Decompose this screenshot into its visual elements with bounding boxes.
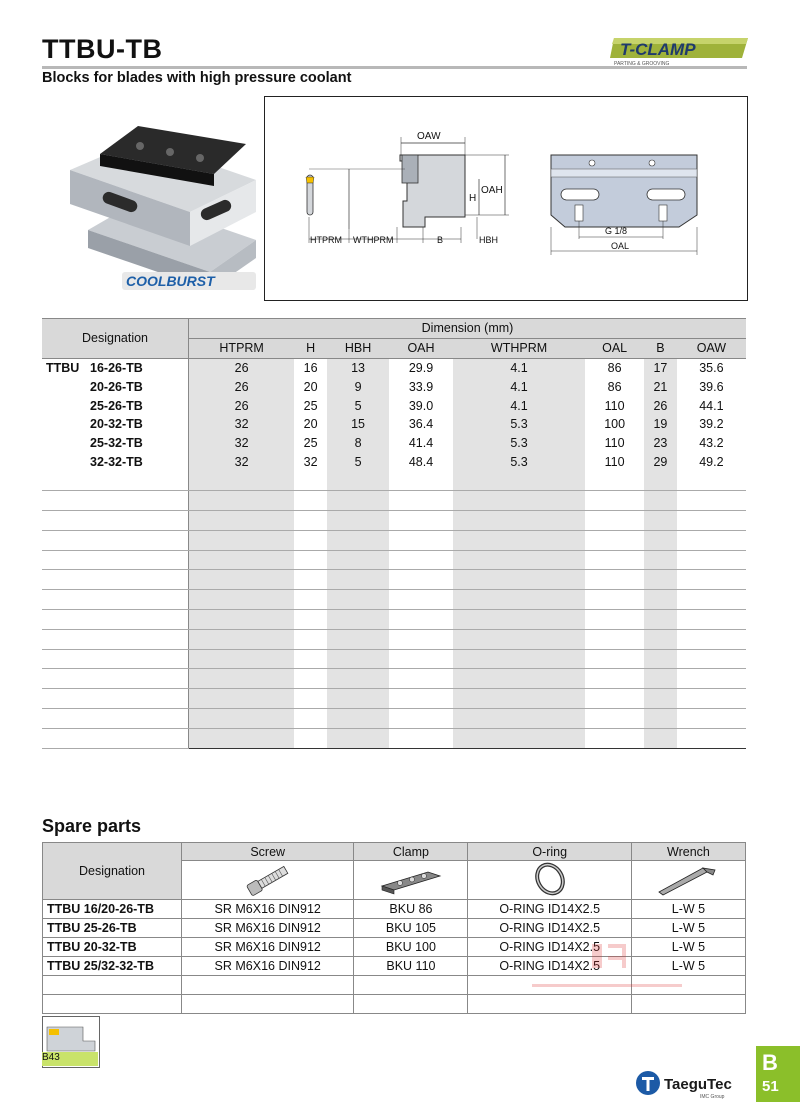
oring-header: O-ring (468, 843, 631, 861)
dimension-cell (389, 590, 453, 610)
dimension-cell (453, 471, 585, 490)
dimension-cell (453, 550, 585, 570)
dimension-cell (585, 728, 644, 748)
dimension-cell (389, 471, 453, 490)
table-row (42, 377, 746, 396)
dimension-cell (644, 471, 677, 490)
dimension-cell (294, 728, 327, 748)
table-row (42, 708, 746, 728)
dimension-cell: 9 (327, 377, 389, 396)
dimension-cell (294, 590, 327, 610)
dimension-cell: 33.9 (408, 379, 434, 394)
dim-col-header: OAL (585, 338, 644, 358)
dimension-cell: 16 (303, 360, 318, 375)
dimension-cell (677, 728, 746, 748)
dim-col-header: OAH (389, 338, 453, 358)
dimension-cell (327, 609, 389, 629)
dimension-cell (189, 728, 295, 748)
table-row (42, 570, 746, 590)
spare-wrench-cell: L-W 5 (631, 957, 745, 976)
dimension-cell (453, 570, 585, 590)
dimension-cell (644, 570, 677, 590)
table-row (42, 358, 746, 377)
dimension-cell (453, 530, 585, 550)
dimension-cell (389, 649, 453, 669)
dimension-cell (585, 471, 644, 490)
dimension-cell (644, 590, 677, 610)
dimension-cell: 26 (189, 377, 295, 396)
dimension-cell (189, 689, 295, 709)
designation-cell (42, 434, 189, 453)
dimension-cell: 49.2 (699, 454, 724, 469)
dimension-cell (585, 550, 644, 570)
spare-designation-cell (43, 976, 182, 995)
dimension-cell (294, 530, 327, 550)
dimension-cell: 86 (607, 360, 622, 375)
table-row (42, 629, 746, 649)
table-row (42, 396, 746, 415)
taegutec-logo (634, 1068, 750, 1100)
table-row (42, 530, 746, 550)
dimension-cell (389, 708, 453, 728)
dimension-cell (189, 649, 295, 669)
spare-designation-cell: TTBU 25/32-32-TB (43, 957, 182, 976)
dimension-cell (644, 530, 677, 550)
spare-clamp-cell: BKU 100 (354, 938, 468, 957)
dimension-cell: 13 (327, 358, 389, 377)
dimension-cell (453, 590, 585, 610)
dimension-cell (677, 649, 746, 669)
designation-cell (42, 453, 189, 472)
dimension-cell (644, 708, 677, 728)
clamp-image (354, 861, 468, 900)
dimension-cell (189, 550, 295, 570)
dimension-cell (389, 689, 453, 709)
oring-image (468, 861, 631, 900)
screw-icon (238, 862, 298, 896)
dimension-cell: 32 (303, 454, 318, 469)
dimension-cell: 39.0 (408, 398, 434, 413)
dimension-cell (585, 570, 644, 590)
dimension-cell (677, 629, 746, 649)
coolburst-logo (122, 272, 256, 290)
table-row (42, 415, 746, 434)
dimension-cell (389, 491, 453, 511)
dimension-cell (644, 609, 677, 629)
spare-oring-cell: O-RING ID14X2.5 (468, 938, 631, 957)
dimension-cell (189, 530, 295, 550)
dimension-cell: 43.2 (699, 436, 724, 451)
spare-designation-cell: TTBU 16/20-26-TB (43, 900, 182, 919)
designation-cell (42, 510, 189, 530)
dimension-cell: 15 (327, 415, 389, 434)
dimension-cell (677, 530, 746, 550)
dimension-cell: 26 (644, 396, 677, 415)
table-row (42, 510, 746, 530)
dimension-cell (677, 689, 746, 709)
dimension-cell: 86 (607, 379, 622, 394)
spare-designation-header: Designation (43, 843, 182, 900)
spare-clamp-cell (354, 976, 468, 995)
designation-cell (42, 590, 189, 610)
clamp-icon (376, 862, 446, 896)
spare-oring-cell: O-RING ID14X2.5 (468, 957, 631, 976)
oaw-label: OAW (417, 131, 441, 142)
dimension-cell (389, 510, 453, 530)
spare-screw-cell: SR M6X16 DIN912 (182, 900, 354, 919)
dimension-cell (585, 530, 644, 550)
spare-wrench-cell: L-W 5 (631, 919, 745, 938)
dimension-cell: 36.4 (408, 417, 434, 432)
page-subtitle: Blocks for blades with high pressure coolant (42, 70, 352, 86)
spare-oring-cell: O-RING ID14X2.5 (468, 919, 631, 938)
dimension-cell (677, 491, 746, 511)
spare-designation-cell (43, 995, 182, 1014)
product-photo (60, 100, 260, 300)
company-name: TaeguTec (664, 1076, 732, 1093)
table-row (42, 434, 746, 453)
section-letter: B (762, 1050, 778, 1075)
designation-code: 25-26-TB (90, 398, 143, 413)
dimension-cell (327, 491, 389, 511)
dimension-cell (453, 708, 585, 728)
dimension-cell (327, 510, 389, 530)
screw-image (182, 861, 354, 900)
wthprm-label: WTHPRM (353, 235, 394, 245)
designation-code: 16-26-TB (90, 360, 143, 375)
clamp-header: Clamp (354, 843, 468, 861)
designation-cell (42, 708, 189, 728)
title-rule (42, 66, 747, 69)
dimension-drawing (265, 97, 747, 300)
spare-screw-cell (182, 976, 354, 995)
designation-cell (42, 689, 189, 709)
dimension-cell: 48.4 (408, 454, 434, 469)
page-title: TTBU-TB (42, 34, 163, 64)
dimension-cell: 41.4 (408, 436, 434, 451)
screw-header: Screw (182, 843, 354, 861)
spare-designation-cell: TTBU 20-32-TB (43, 938, 182, 957)
designation-prefix: TTBU (46, 360, 80, 375)
dimension-cell (327, 550, 389, 570)
table-row (42, 453, 746, 472)
table-row (42, 471, 746, 490)
dimension-cell: 5.3 (453, 453, 585, 472)
page-badge (756, 1046, 800, 1102)
dim-col-header: OAW (677, 338, 746, 358)
dimension-cell (677, 550, 746, 570)
dimension-cell (327, 590, 389, 610)
designation-code: 20-32-TB (90, 417, 143, 432)
dimension-cell (294, 629, 327, 649)
dimension-cell (453, 510, 585, 530)
designation-header: Designation (42, 319, 189, 359)
dimension-cell (677, 471, 746, 490)
designation-cell (42, 377, 189, 396)
dimension-cell (327, 649, 389, 669)
dimension-cell (389, 570, 453, 590)
dimension-cell (453, 609, 585, 629)
designation-cell (42, 570, 189, 590)
wrench-header: Wrench (631, 843, 745, 861)
b-label: B (437, 235, 444, 245)
designation-code: 32-32-TB (90, 454, 143, 469)
dimension-cell (644, 649, 677, 669)
dimension-cell: 25 (303, 398, 318, 413)
dimension-cell (585, 689, 644, 709)
dimension-cell (294, 609, 327, 629)
dimension-cell (189, 708, 295, 728)
spare-clamp-cell: BKU 105 (354, 919, 468, 938)
dimension-cell (327, 689, 389, 709)
reference-thumbnail-icon (43, 1017, 99, 1053)
dimension-cell (644, 550, 677, 570)
table-row (42, 728, 746, 748)
dimension-cell: 25 (303, 436, 318, 451)
t-clamp-logo (610, 34, 750, 66)
dimension-cell: 29 (644, 453, 677, 472)
h-label: H (469, 193, 477, 204)
dimension-cell: 21 (644, 377, 677, 396)
dimension-cell: 29.9 (408, 360, 434, 375)
dimension-cell: 100 (604, 417, 626, 432)
watermark (532, 940, 682, 1002)
dimension-cell (644, 510, 677, 530)
dimension-cell (644, 728, 677, 748)
dimension-cell (327, 629, 389, 649)
dimension-cell: 110 (604, 436, 625, 451)
spare-clamp-cell (354, 995, 468, 1014)
dimension-cell (294, 570, 327, 590)
table-row (42, 649, 746, 669)
dimension-cell: 20 (303, 379, 318, 394)
o-ring-icon (520, 862, 580, 896)
dimension-cell (585, 510, 644, 530)
dimension-cell (327, 669, 389, 689)
dimension-cell (327, 471, 389, 490)
dimension-cell (189, 669, 295, 689)
dimension-cell (189, 510, 295, 530)
designation-code: 25-32-TB (90, 436, 143, 451)
dimension-cell (677, 570, 746, 590)
spare-clamp-cell: BKU 110 (354, 957, 468, 976)
dimension-cell (294, 510, 327, 530)
page-number: 51 (762, 1078, 779, 1095)
dimension-cell (644, 689, 677, 709)
dimension-cell (585, 590, 644, 610)
dimension-cell (294, 471, 327, 490)
dimension-cell (189, 590, 295, 610)
coolburst-logo-text: COOLBURST (126, 273, 215, 289)
dimension-cell (294, 689, 327, 709)
designation-cell (42, 491, 189, 511)
dimension-cell (327, 530, 389, 550)
designation-cell (42, 629, 189, 649)
table-row (42, 491, 746, 511)
spare-screw-cell: SR M6X16 DIN912 (182, 938, 354, 957)
designation-cell (42, 669, 189, 689)
dimension-cell (585, 649, 644, 669)
dimension-cell (389, 530, 453, 550)
dim-col-header: WTHPRM (453, 338, 585, 358)
dimension-group-header: Dimension (mm) (189, 319, 747, 339)
htprm-label: HTPRM (310, 235, 342, 245)
dimension-cell: 39.2 (699, 417, 724, 432)
designation-cell (42, 396, 189, 415)
dimension-cell: 32 (189, 415, 295, 434)
hex-wrench-icon (653, 862, 723, 896)
dimension-cell: 39.6 (699, 379, 724, 394)
t-clamp-logo-text: T-CLAMP (620, 40, 696, 59)
dimension-cell: 5 (327, 396, 389, 415)
dimension-cell (585, 491, 644, 511)
dimension-cell (189, 471, 295, 490)
oah-label: OAH (481, 185, 503, 196)
dimension-cell (453, 649, 585, 669)
wrench-image (631, 861, 745, 900)
spare-clamp-cell: BKU 86 (354, 900, 468, 919)
designation-cell (42, 649, 189, 669)
dimension-cell (585, 629, 644, 649)
technical-drawing (264, 96, 748, 301)
spare-oring-cell: O-RING ID14X2.5 (468, 900, 631, 919)
designation-cell (42, 530, 189, 550)
spare-screw-cell: SR M6X16 DIN912 (182, 919, 354, 938)
designation-cell (42, 550, 189, 570)
dimension-cell (585, 669, 644, 689)
spare-row (43, 919, 746, 938)
dimension-cell (327, 708, 389, 728)
designation-cell (42, 728, 189, 748)
table-row (42, 689, 746, 709)
dim-col-header: HTPRM (189, 338, 295, 358)
dimension-cell (453, 629, 585, 649)
dimension-cell: 110 (604, 454, 625, 469)
dimension-cell (453, 669, 585, 689)
dimension-cell (644, 669, 677, 689)
dimension-cell: 8 (327, 434, 389, 453)
dimension-cell (644, 491, 677, 511)
dimension-cell (677, 669, 746, 689)
dimension-cell: 23 (644, 434, 677, 453)
dimension-cell (453, 689, 585, 709)
company-sub: IMC Group (700, 1094, 725, 1100)
designation-code: 20-26-TB (90, 379, 143, 394)
dimension-cell (189, 609, 295, 629)
dimension-cell: 5 (327, 453, 389, 472)
dimension-cell: 32 (189, 453, 295, 472)
dimension-cell: 5.3 (453, 415, 585, 434)
dimension-cell (189, 570, 295, 590)
designation-cell (42, 609, 189, 629)
dimension-cell (389, 629, 453, 649)
dimension-cell: 19 (644, 415, 677, 434)
dimension-cell (389, 550, 453, 570)
dimension-cell: 44.1 (699, 398, 724, 413)
dimension-cell: 5.3 (453, 434, 585, 453)
dimension-cell (677, 609, 746, 629)
dimension-cell (453, 491, 585, 511)
dimension-cell: 110 (604, 398, 625, 413)
dimension-cell: 4.1 (453, 377, 585, 396)
dim-col-header: HBH (327, 338, 389, 358)
dimension-cell (644, 629, 677, 649)
spare-wrench-cell: L-W 5 (631, 900, 745, 919)
hbh-label: HBH (479, 235, 499, 245)
dimension-cell: 4.1 (453, 396, 585, 415)
dimension-cell: 26 (189, 358, 295, 377)
dimension-cell (294, 649, 327, 669)
dimension-cell (389, 669, 453, 689)
t-clamp-logo-subtext: PARTING & GROOVING (614, 61, 670, 66)
dimension-cell (677, 590, 746, 610)
dimension-cell: 26 (189, 396, 295, 415)
spare-parts-title: Spare parts (42, 816, 142, 836)
table-row (42, 669, 746, 689)
dimension-cell: 35.6 (699, 360, 724, 375)
g-label: G 1/8 (605, 226, 628, 236)
spare-designation-cell: TTBU 25-26-TB (43, 919, 182, 938)
dimension-cell: 32 (189, 434, 295, 453)
dimension-cell (327, 570, 389, 590)
table-row (42, 550, 746, 570)
designation-cell (42, 415, 189, 434)
dimension-cell (677, 510, 746, 530)
reference-thumbnail-label: B43 (42, 1052, 98, 1066)
dimension-cell: 20 (303, 417, 318, 432)
dimension-cell (294, 669, 327, 689)
dimension-cell (294, 491, 327, 511)
dim-col-header: H (294, 338, 327, 358)
table-row (42, 590, 746, 610)
designation-cell (42, 471, 189, 490)
dimension-cell (585, 609, 644, 629)
dimension-cell (453, 728, 585, 748)
spare-wrench-cell: L-W 5 (631, 938, 745, 957)
table-row (42, 609, 746, 629)
dimension-cell (389, 609, 453, 629)
dimension-table (42, 318, 746, 749)
dimension-cell (294, 708, 327, 728)
dimension-cell (189, 491, 295, 511)
dimension-cell (677, 708, 746, 728)
dimension-cell (389, 728, 453, 748)
oal-label: OAL (611, 241, 630, 251)
dimension-cell (327, 728, 389, 748)
dim-col-header: B (644, 338, 677, 358)
dimension-cell: 4.1 (453, 358, 585, 377)
spare-screw-cell (182, 995, 354, 1014)
dimension-cell (585, 708, 644, 728)
spare-screw-cell: SR M6X16 DIN912 (182, 957, 354, 976)
dimension-cell (294, 550, 327, 570)
dimension-cell (189, 629, 295, 649)
designation-cell (42, 358, 189, 377)
spare-row (43, 900, 746, 919)
dimension-cell: 17 (644, 358, 677, 377)
